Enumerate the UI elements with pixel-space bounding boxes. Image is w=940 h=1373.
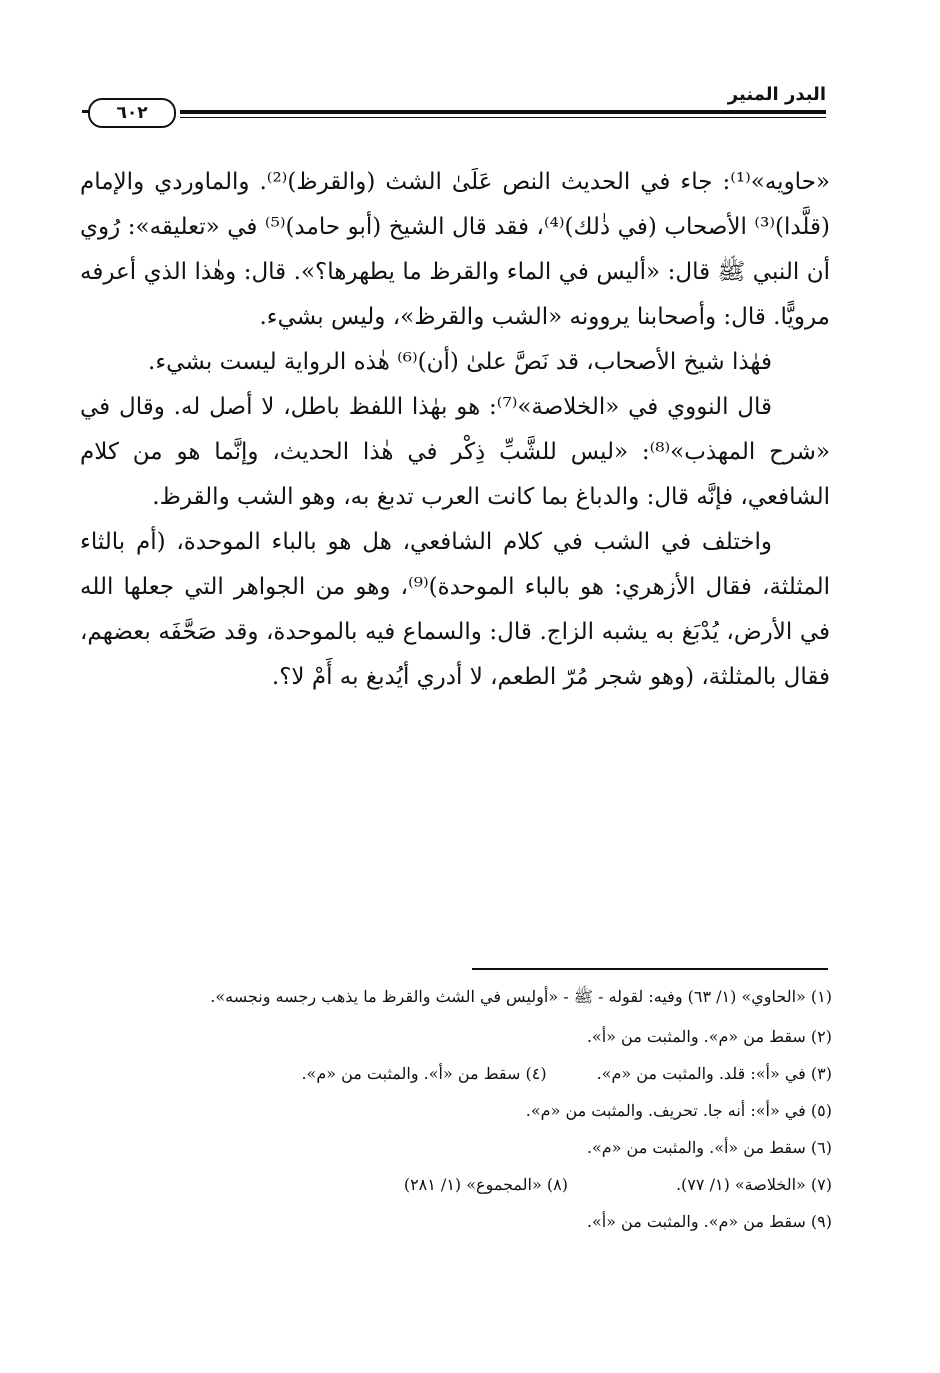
- footnote-separator: [472, 968, 828, 970]
- main-text: [80, 160, 830, 700]
- running-title: البدر المنير: [727, 84, 826, 105]
- footnote-8: (٨) «المجموع» (١/ ٢٨١): [403, 1175, 568, 1194]
- header-rule: [180, 110, 826, 118]
- page-number: ٦٠٢: [88, 98, 176, 128]
- paragraph-2: فهٰذا شيخ الأصحاب، قد نَصَّ علىٰ (أن)⁽⁶⁾ هٰذه الرواية ليست بشيء.: [148, 349, 772, 375]
- footnote-9: (٩) سقط من «م». والمثبت من «أ».: [586, 1212, 832, 1231]
- paragraph-3: قال النووي في «الخلاصة»⁽⁷⁾: هو بهٰذا اللفظ باطل، لا أصل له. وقال في «شرح المهذب»⁽⁸⁾: «ليس للشَّبِّ ذِكْر في هٰذا الحديث، وإنَّما هو من كلام الشافعي، فإنَّه قال: والدباغ بما كانت العرب تدبغ به، وهو الشب والقرظ.: [80, 394, 830, 510]
- footnote-3: (٣) في «أ»: قلد. والمثبت من «م».: [596, 1064, 832, 1083]
- paragraph-4: واختلف في الشب في كلام الشافعي، هل هو بالباء الموحدة، (أم بالثاء المثلثة، فقال الأزهري: هو بالباء الموحدة)⁽⁹⁾، وهو من الجواهر التي جعلها الله في الأرض، يُدْبَغ به يشبه الزاج. قال: والسماع فيه بالموحدة، وقد صَحَّفَه بعضهم، فقال بالمثلثة، (وهو شجر مُرّ الطعم، لا أدري أيُدبغ به أَمْ لا؟.: [80, 529, 831, 690]
- footnote-1: (١) «الحاوي» (١/ ٦٣) وفيه: لقوله - ﷺ - «أوليس في الشث والقرظ ما يذهب رجسه ونجسه».: [210, 987, 832, 1006]
- footnote-6: (٦) سقط من «أ». والمثبت من «م».: [586, 1138, 832, 1157]
- footnote-row-3-4: [80, 1055, 832, 1092]
- footnote-5: (٥) في «أ»: أنه جا. تحريف. والمثبت من «م».: [525, 1101, 832, 1120]
- footnote-row-7-8: [80, 1166, 832, 1203]
- paragraph-1: «حاويه»⁽¹⁾: جاء في الحديث النص عَلَىٰ الشث (والقرظ)⁽²⁾. والماوردي والإمام (قلَّدا)⁽³⁾ الأصحاب (في ذٰلك)⁽⁴⁾، فقد قال الشيخ (أبو حامد)⁽⁵⁾ في «تعليقه»: رُوي أن النبي ﷺ قال: «أليس في الماء والقرظ ما يطهرها؟». قال: وهٰذا الذي أعرفه مرويًّا. قال: وأصحابنا يروونه «الشب والقرظ»، وليس بشيء.: [80, 169, 830, 330]
- footnote-4: (٤) سقط من «أ». والمثبت من «م».: [301, 1064, 547, 1083]
- footnote-2: (٢) سقط من «م». والمثبت من «أ».: [586, 1027, 832, 1046]
- footnotes: [80, 982, 832, 1240]
- page-header: [82, 84, 826, 126]
- footnote-7: (٧) «الخلاصة» (١/ ٧٧).: [675, 1175, 832, 1194]
